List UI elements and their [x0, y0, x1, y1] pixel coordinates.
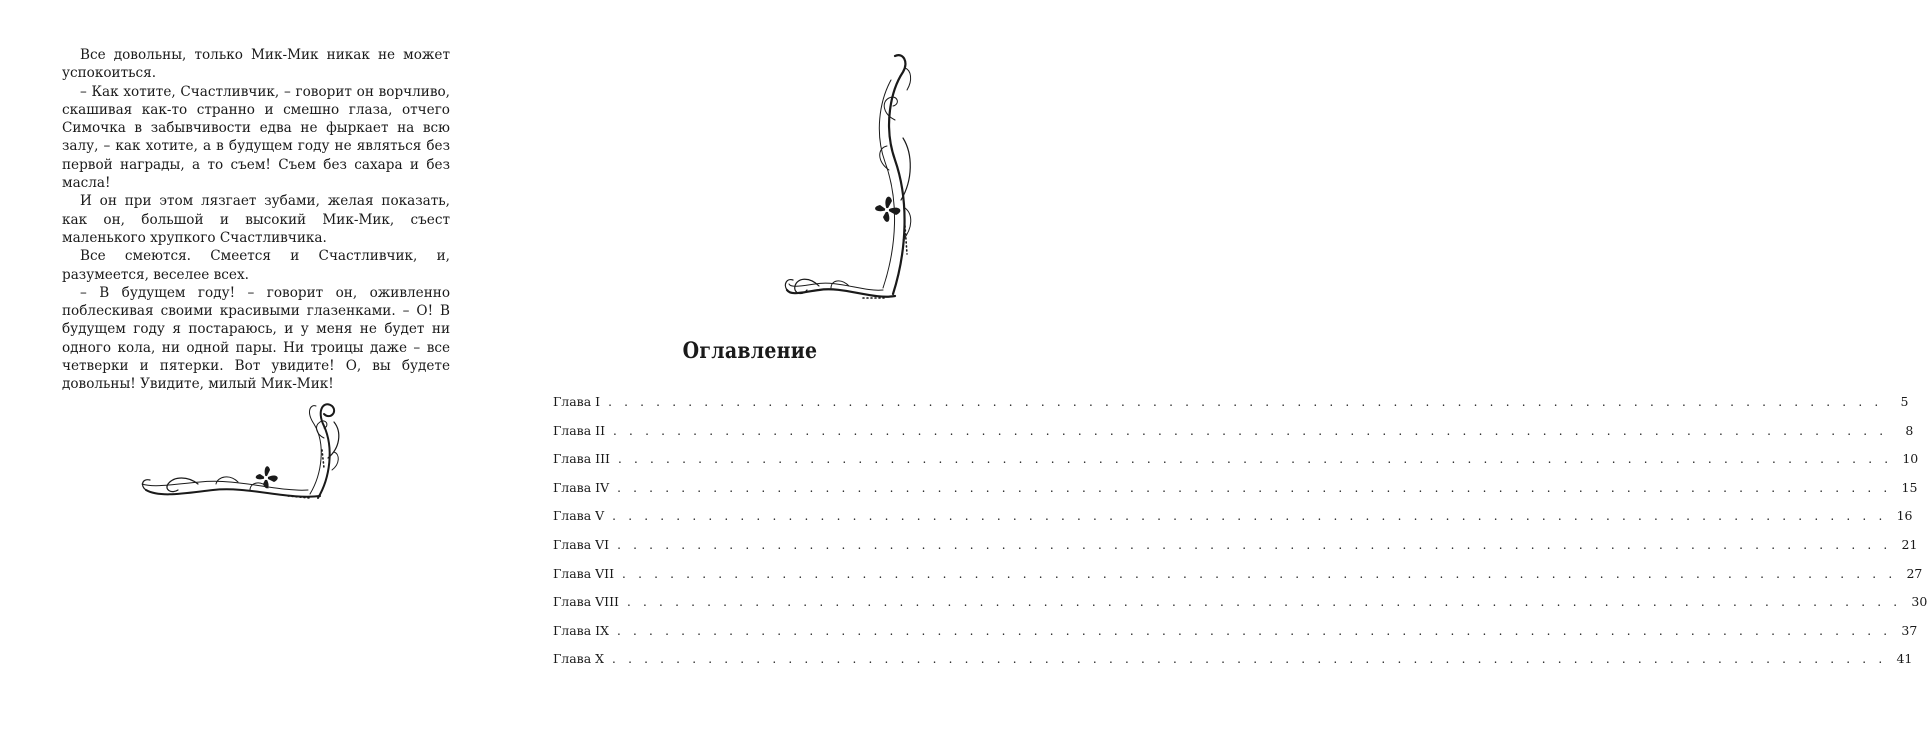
toc-dot-leader: . . . . . . . . . . . . . . . . . . . . . . . . . . . . . . . . . . . . . . . . . . . . . . . . . . . . . . . . . . . . . . . . . . . . . . . . . . . . . . . . — [617, 452, 1893, 467]
toc-dot-leader: . . . . . . . . . . . . . . . . . . . . . . . . . . . . . . . . . . . . . . . . . . . . . . . . . . . . . . . . . . . . . . . . . . . . . . . . . . . . . . . . — [613, 423, 1888, 438]
toc-entry[interactable] — [553, 451, 1919, 480]
toc-entry[interactable] — [553, 622, 1918, 652]
toc-chapter-label: Глава II — [553, 422, 606, 438]
paragraph: И он при этом лязгает зубами, желая показать, как он, большой и высокий Мик-Мик, съест маленького хрупкого Счастливчика. — [62, 193, 450, 246]
toc-page-number: 21 — [1901, 536, 1918, 552]
toc-chapter-label: Глава I — [553, 394, 601, 409]
toc-chapter-label: Глава VI — [553, 536, 610, 552]
toc-chapter-label: Глава X — [553, 651, 605, 667]
toc-entry[interactable] — [553, 422, 1914, 452]
floral-corner-ornament-icon — [783, 50, 915, 302]
toc-dot-leader: . . . . . . . . . . . . . . . . . . . . . . . . . . . . . . . . . . . . . . . . . . . . . . . . . . . . . . . . . . . . . . . . . . . . . . . . . . . . . . . . — [608, 395, 1883, 409]
toc-chapter-label: Глава IV — [553, 479, 610, 495]
toc-entry[interactable] — [553, 565, 1923, 595]
toc-page-number: 41 — [1896, 651, 1913, 667]
toc-dot-leader: . . . . . . . . . . . . . . . . . . . . . . . . . . . . . . . . . . . . . . . . . . . . . . . . . . . . . . . . . . . . . . . . . . . . . . . . . . . . . . . . — [626, 595, 1902, 610]
body-text — [62, 46, 450, 394]
toc-entry[interactable] — [553, 508, 1913, 537]
left-page — [0, 0, 500, 750]
toc-page-number: 27 — [1906, 565, 1923, 581]
toc-page-number: 30 — [1911, 594, 1927, 610]
toc-chapter-label: Глава V — [553, 508, 605, 524]
toc-dot-leader: . . . . . . . . . . . . . . . . . . . . . . . . . . . . . . . . . . . . . . . . . . . . . . . . . . . . . . . . . . . . . . . . . . . . . . . . . . . . . . . . — [612, 509, 1887, 524]
toc-page-number: 15 — [1901, 479, 1918, 495]
right-page — [500, 0, 1927, 750]
toc-title: Оглавление — [682, 338, 818, 364]
paragraph: – Как хотите, Счастливчик, – говорит он ворчливо, скашивая как-то странно и смешно глаза, отчего Симочка в забывчивости едва не фыркает на всю залу, – как хотите, а в будущем году не являться без первой награды, а то съем! Съем без сахара и без масла! — [62, 83, 450, 192]
toc-entry[interactable] — [553, 394, 1909, 423]
toc-dot-leader: . . . . . . . . . . . . . . . . . . . . . . . . . . . . . . . . . . . . . . . . . . . . . . . . . . . . . . . . . . . . . . . . . . . . . . . . . . . . . . . . — [622, 566, 1897, 581]
toc-dot-leader: . . . . . . . . . . . . . . . . . . . . . . . . . . . . . . . . . . . . . . . . . . . . . . . . . . . . . . . . . . . . . . . . . . . . . . . . . . . . . . . . — [616, 623, 1892, 638]
toc-chapter-label: Глава IX — [553, 622, 609, 638]
paragraph: Все довольны, только Мик-Мик никак не может успокоиться. — [62, 47, 450, 82]
toc-page-number: 5 — [1900, 394, 1909, 409]
paragraph: – В будущем году! – говорит он, оживленно поблескивая своими красивыми глазенками. – О! В будущем году я постараюсь, и у меня не будет ни одного кола, ни одной пары. Ни троицы даже – все четверки и пятерки. Вот увидите! О, вы будете довольны! Увидите, милый Мик-Мик! — [62, 284, 450, 393]
toc-entry[interactable] — [553, 479, 1918, 509]
toc-page-number: 16 — [1896, 508, 1913, 524]
toc-chapter-label: Глава III — [553, 451, 610, 467]
paragraph: Все смеются. Смеется и Счастливчик, и, разумеется, веселее всех. — [62, 248, 450, 283]
toc-dot-leader: . . . . . . . . . . . . . . . . . . . . . . . . . . . . . . . . . . . . . . . . . . . . . . . . . . . . . . . . . . . . . . . . . . . . . . . . . . . . . . . . — [617, 480, 1892, 495]
toc-dot-leader: . . . . . . . . . . . . . . . . . . . . . . . . . . . . . . . . . . . . . . . . . . . . . . . . . . . . . . . . . . . . . . . . . . . . . . . . . . . . . . . . — [612, 652, 1887, 667]
toc-chapter-label: Глава VIII — [553, 594, 619, 610]
toc-page-number: 37 — [1901, 622, 1918, 638]
toc-page-number: 10 — [1902, 451, 1919, 467]
toc-entry[interactable] — [553, 536, 1918, 566]
toc-page-number: 8 — [1905, 422, 1914, 438]
toc-entry[interactable] — [553, 594, 1927, 623]
floral-corner-ornament-icon — [138, 398, 343, 502]
toc-chapter-label: Глава VII — [553, 565, 615, 581]
toc-entry[interactable] — [553, 651, 1913, 680]
table-of-contents — [553, 394, 1927, 680]
toc-dot-leader: . . . . . . . . . . . . . . . . . . . . . . . . . . . . . . . . . . . . . . . . . . . . . . . . . . . . . . . . . . . . . . . . . . . . . . . . . . . . . . . . — [617, 537, 1892, 552]
